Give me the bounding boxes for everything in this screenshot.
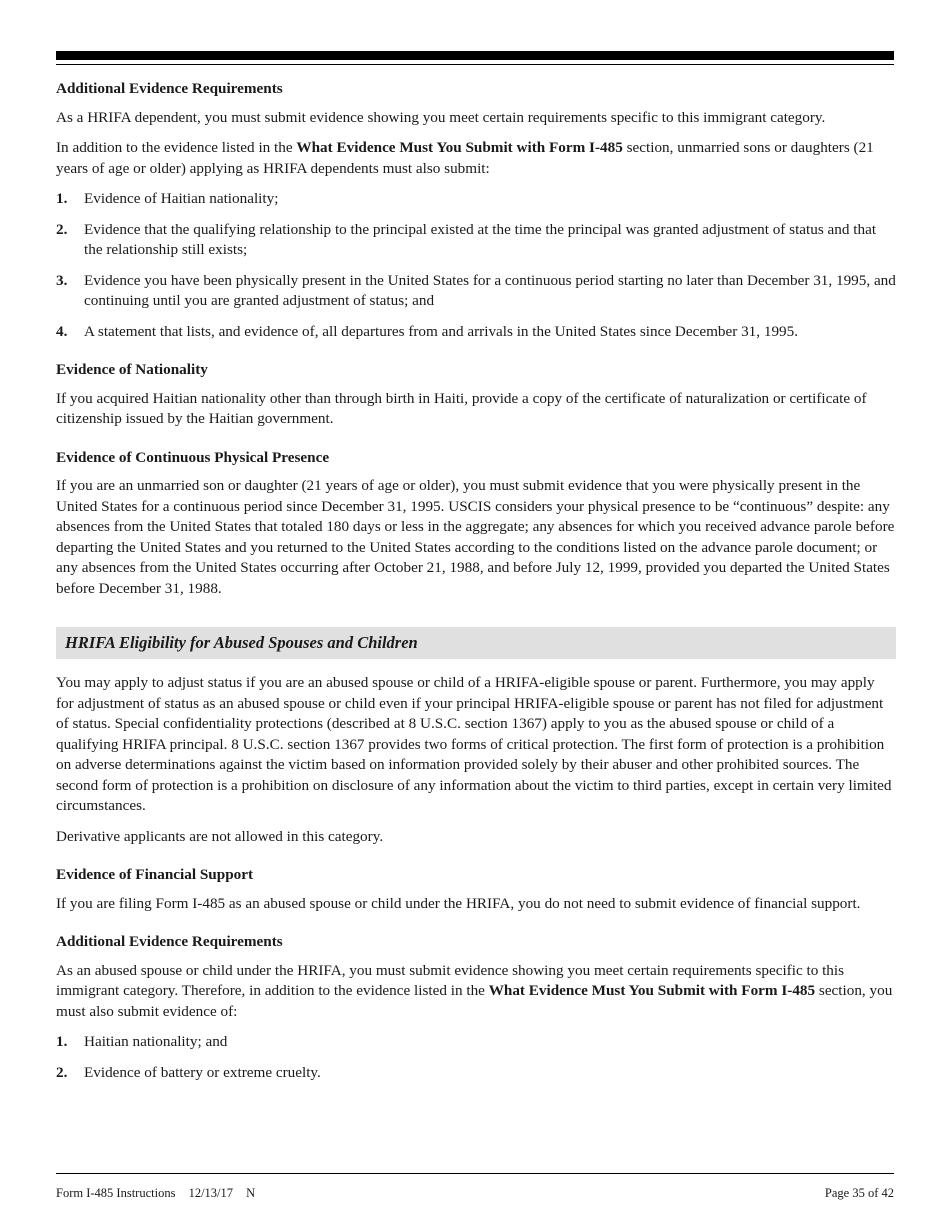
section-heading-evidence-nationality: Evidence of Nationality	[56, 361, 208, 378]
list-item-text: Evidence you have been physically present in the United States for a continuous period starting no later than December 31, 1995, and continuing until you are granted adjustment of status; and	[84, 271, 896, 309]
page-content	[56, 79, 896, 1093]
paragraph-evidence-nationality: If you acquired Haitian nationality other than through birth in Haiti, provide a copy of the certificate of naturalization or certificate of citizenship issued by the Haitian government.	[56, 389, 867, 427]
footer-page-number: Page 35 of 42	[824, 1186, 894, 1200]
section-banner-abused-spouses	[56, 627, 896, 659]
emphasis-what-evidence: What Evidence Must You Submit with Form I-485	[296, 139, 623, 156]
paragraph-hrifa-dependent-evidence: In addition to the evidence listed in the What Evidence Must You Submit with Form I-485 section, unmarried sons or daughters (21 years of age or older) applying as HRIFA dependents must also submit:	[56, 139, 874, 177]
section-heading-continuous-presence: Evidence of Continuous Physical Presence	[56, 448, 330, 466]
list-item	[56, 220, 896, 261]
list-item-number: 1.	[56, 190, 68, 207]
footer-form-edition: N	[246, 1186, 256, 1200]
list-item-text: Evidence that the qualifying relationship to the principal existed at the time the principal was granted adjustment of status and that the relationship still exists;	[84, 220, 877, 258]
list-item	[56, 189, 896, 210]
footer-form-date: 12/13/17	[188, 1186, 234, 1200]
list-item-number: 4.	[56, 322, 68, 340]
list-item	[56, 322, 896, 343]
list-item-text: A statement that lists, and evidence of, all departures from and arrivals in the United States since December 31, 1995.	[84, 322, 799, 340]
emphasis-what-evidence: What Evidence Must You Submit with Form I-485	[488, 982, 816, 999]
list-item-number: 2.	[56, 1063, 68, 1081]
section-heading-additional-evidence: Additional Evidence Requirements	[56, 80, 283, 97]
footer-rule	[56, 1173, 894, 1174]
list-item-number: 2.	[56, 220, 68, 238]
paragraph-continuous-presence: If you are an unmarried son or daughter (21 years of age or older), you must submit evidence that you were physically present in the United States for a continuous period since December 31, 1995. USCIS considers your physical presence to be “continuous” despite: any absences from the United States that totaled 180 days or less in the aggregate; any absences for which you received advance parole before departing the United States and you returned to the United States according to the conditions listed on the advance parole document; or any absences from the United States occurring after October 21, 1988, and before July 12, 1999, provided you departed the United States before December 31, 1988.	[56, 477, 895, 597]
list-item-text: Evidence of battery or extreme cruelty.	[84, 1063, 321, 1081]
header-thin-rule	[56, 64, 894, 65]
section-heading-additional-evidence-abused: Additional Evidence Requirements	[56, 933, 283, 950]
section-heading-financial-support: Evidence of Financial Support	[56, 866, 254, 883]
list-item-text: Evidence of Haitian nationality;	[84, 190, 279, 207]
list-item-text: Haitian nationality; and	[84, 1033, 228, 1050]
banner-title: HRIFA Eligibility for Abused Spouses and Children	[65, 632, 418, 652]
paragraph-abused-evidence: As an abused spouse or child under the HRIFA, you must submit evidence showing you meet certain requirements specific to this immigrant category. Therefore, in addition to the evidence listed in the What Evidence Must You Submit with Form I-485 section, you must also submit evidence of:	[56, 961, 893, 1020]
list-item	[56, 1032, 896, 1053]
list-item-number: 1.	[56, 1033, 68, 1050]
paragraph-hrifa-dependent-intro: As a HRIFA dependent, you must submit evidence showing you meet certain requirements specific to this immigrant category.	[56, 108, 826, 126]
footer-form-name: Form I-485 Instructions	[56, 1186, 176, 1200]
paragraph-abused-spouses-intro: You may apply to adjust status if you are an abused spouse or child of a HRIFA-eligible spouse or parent. Furthermore, you may apply for adjustment of status as an abused spouse or child even if your principal HRIFA-eligible spouse or parent has not filed for adjustment of status. Special confidentiality protections (described at 8 U.S.C. section 1367) apply to you as the abused spouse or child of a qualifying HRIFA principal. 8 U.S.C. section 1367 provides two forms of critical protection. The first form of protection is a prohibition on adverse determinations against the victim based on information provided solely by their abuser and other prohibited sources. The second form of protection is a prohibition on disclosure of any information about the victim to third parties, except in certain very limited circumstances.	[56, 674, 892, 814]
paragraph-financial-support: If you are filing Form I-485 as an abused spouse or child under the HRIFA, you do not need to submit evidence of financial support.	[56, 894, 861, 912]
list-item	[56, 271, 896, 312]
footer-form-info	[56, 1183, 265, 1204]
list-item-number: 3.	[56, 271, 68, 289]
paragraph-derivative-not-allowed: Derivative applicants are not allowed in this category.	[56, 827, 384, 845]
list-item	[56, 1063, 896, 1084]
header-thick-rule	[56, 51, 894, 60]
